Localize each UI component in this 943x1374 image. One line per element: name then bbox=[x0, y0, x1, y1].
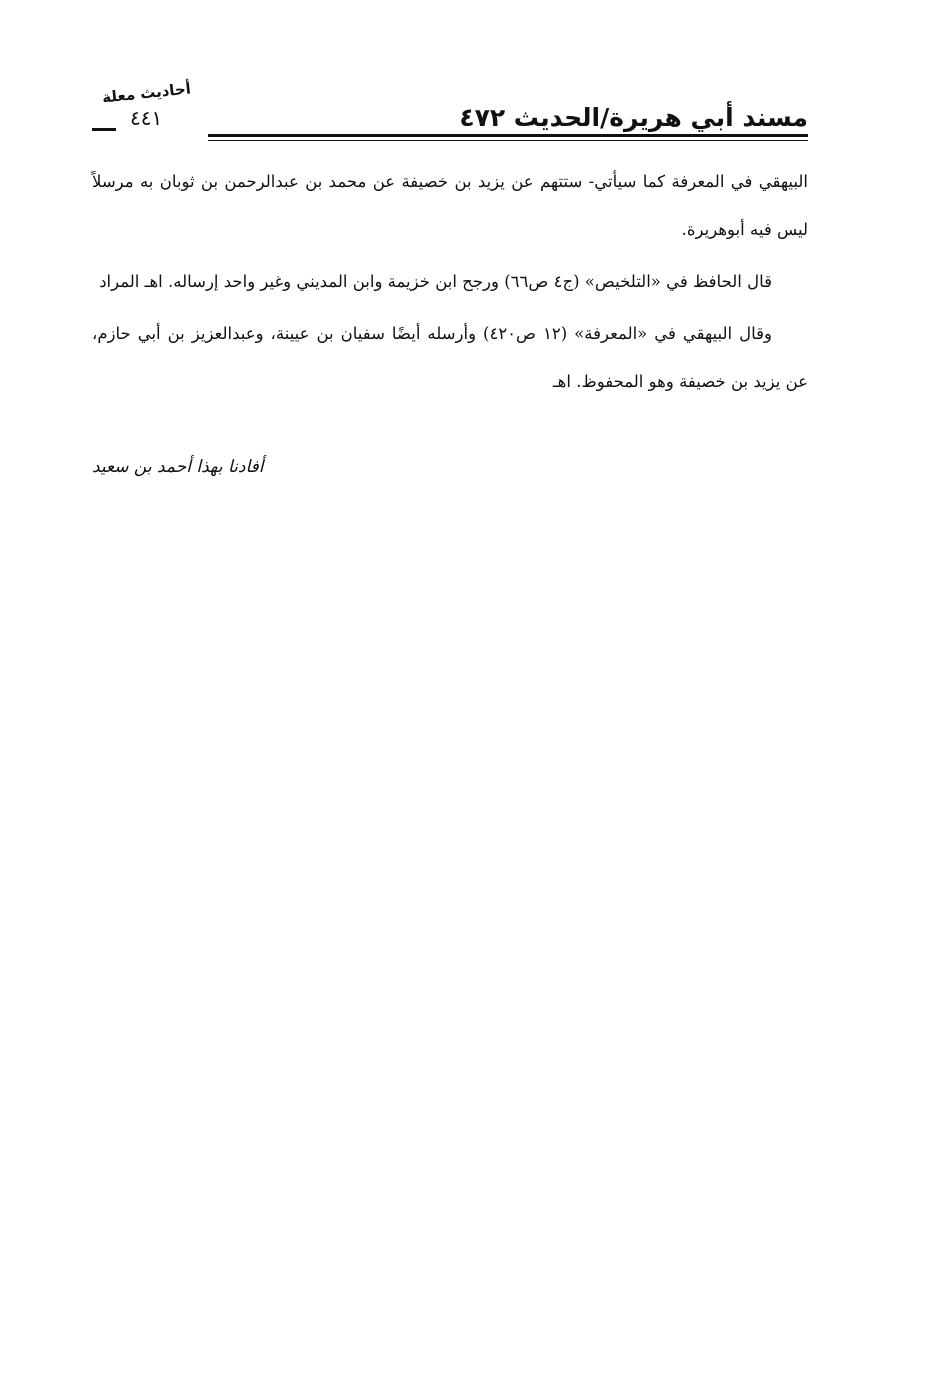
page-number-dash bbox=[92, 128, 116, 131]
signature-note bbox=[92, 452, 808, 482]
paragraph-2: قال الحافظ في «التلخيص» (ج٤ ص٦٦) ورجح ابن خزيمة وابن المديني وغير واحد إرساله. اهـ المراد bbox=[99, 272, 772, 291]
page-header bbox=[92, 79, 808, 144]
signature-text: أفادنا بهذا أحمد بن سعيد bbox=[92, 457, 264, 477]
book-title: أحاديث معلة bbox=[101, 79, 192, 107]
page-number: ٤٤١ bbox=[130, 106, 163, 130]
main-text bbox=[92, 158, 808, 410]
running-title: مسند أبي هريرة/الحديث ٤٧٢ bbox=[459, 103, 808, 132]
header-rule-thick bbox=[208, 134, 808, 137]
paragraph-1: البيهقي في المعرفة كما سيأتي- ستتهم عن يزيد بن خصيفة عن محمد بن عبدالرحمن بن ثوبان به مرسلاً ليس فيه أبوهريرة. bbox=[92, 172, 808, 239]
paragraph-3: وقال البيهقي في «المعرفة» (١٢ ص٤٢٠) وأرسله أيضًا سفيان بن عيينة، وعبدالعزيز بن أبي حازم، عن يزيد بن خصيفة وهو المحفوظ. اهـ bbox=[92, 324, 808, 391]
header-rule-thin bbox=[208, 140, 808, 141]
